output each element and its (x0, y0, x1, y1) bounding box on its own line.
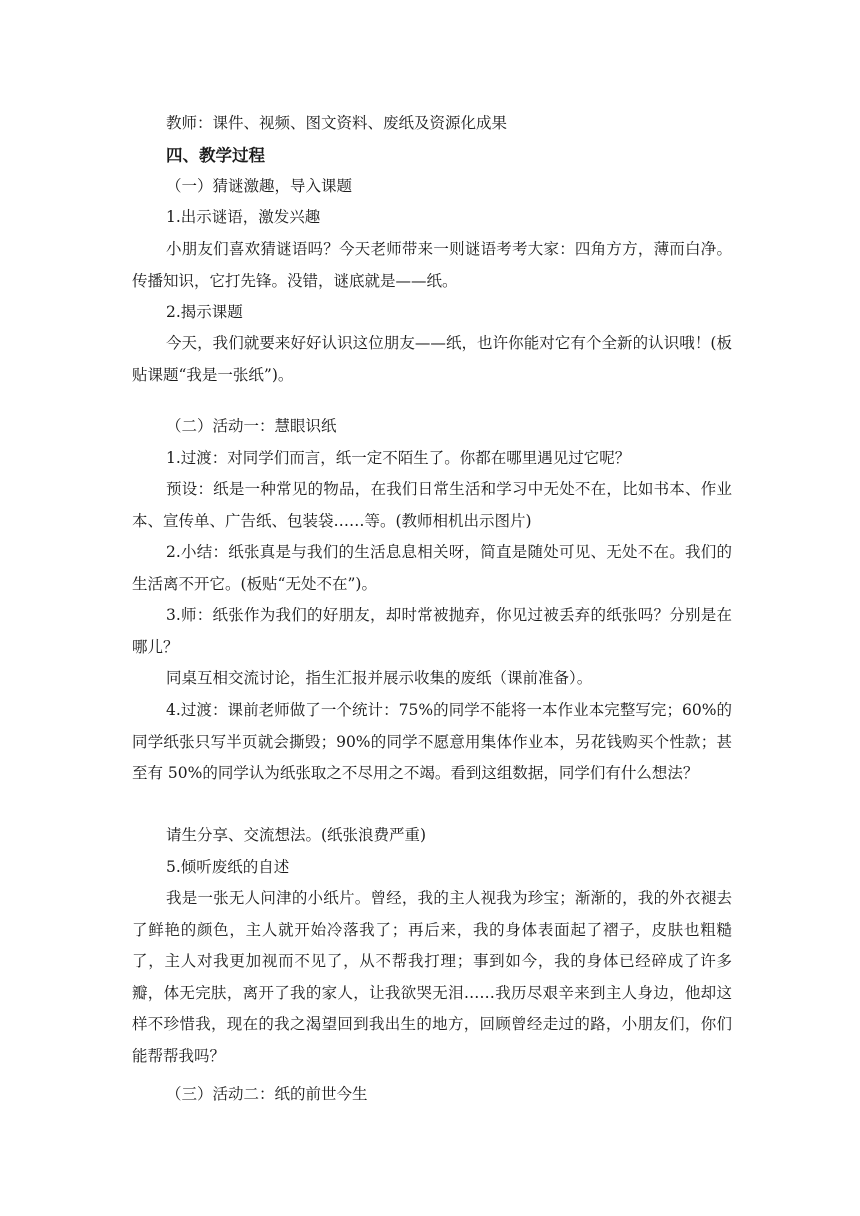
paragraph: 1.过渡：对同学们而言，纸一定不陌生了。你都在哪里遇见过它呢？ (166, 449, 631, 467)
materials-line: 教师：课件、视频、图文资料、废纸及资源化成果 (166, 114, 508, 132)
paragraph: 4.过渡：课前老师做了一个统计：75%的同学不能将一本作业本完整写完；60%的同学纸张只写半页就会撕毁；90%的同学不愿意用集体作业本，另花钱购买个性款；甚至有 50%的同学认为纸张取之不尽用之不竭。看到这组数据，同学们有什么想法？ (132, 701, 732, 782)
paragraph: 3.师：纸张作为我们的好朋友，却时常被抛弃，你见过被丢弃的纸张吗？分别是在哪儿？ (132, 606, 732, 656)
step-heading: 5.倾听废纸的自述 (166, 858, 290, 876)
subsection-heading-2: （二）活动一：慧眼识纸 (166, 417, 337, 435)
paragraph: 小朋友们喜欢猜谜语吗？今天老师带来一则谜语考考大家：四角方方，薄而白净。传播知识，它打先锋。没错，谜底就是——纸。 (132, 240, 732, 290)
section-heading-teaching-process: 四、教学过程 (166, 146, 265, 165)
paragraph: 预设：纸是一种常见的物品，在我们日常生活和学习中无处不在，比如书本、作业本、宣传单、广告纸、包装袋……等。(教师相机出示图片) (132, 480, 732, 530)
paragraph: 我是一张无人问津的小纸片。曾经，我的主人视我为珍宝；渐渐的，我的外衣褪去了鲜艳的颜色，主人就开始冷落我了；再后来，我的身体表面起了褶子，皮肤也粗糙了，主人对我更加视而不见了，从不帮我打理；事到如今，我的身体已经碎成了许多瓣，体无完肤，离开了我的家人，让我欲哭无泪……我历尽艰辛来到主人身边，他却这样不珍惜我，现在的我之渴望回到我出生的地方，回顾曾经走过的路，小朋友们，你们能帮帮我吗？ (132, 889, 732, 1065)
step-heading: 1.出示谜语，激发兴趣 (166, 208, 321, 226)
subsection-heading-3: （三）活动二：纸的前世今生 (166, 1085, 368, 1103)
paragraph: 请生分享、交流想法。(纸张浪费严重) (166, 826, 427, 844)
paragraph: 今天，我们就要来好好认识这位朋友——纸，也许你能对它有个全新的认识哦！(板贴课题“我是一张纸”)。 (132, 334, 732, 384)
step-heading: 2.揭示课题 (166, 303, 243, 321)
paragraph: 2.小结：纸张真是与我们的生活息息相关呀，简直是随处可见、无处不在。我们的生活离不开它。(板贴“无处不在”)。 (132, 543, 732, 593)
paragraph: 同桌互相交流讨论，指生汇报并展示收集的废纸（课前准备）。 (166, 669, 593, 687)
subsection-heading-1: （一）猜谜激趣，导入课题 (166, 177, 353, 195)
